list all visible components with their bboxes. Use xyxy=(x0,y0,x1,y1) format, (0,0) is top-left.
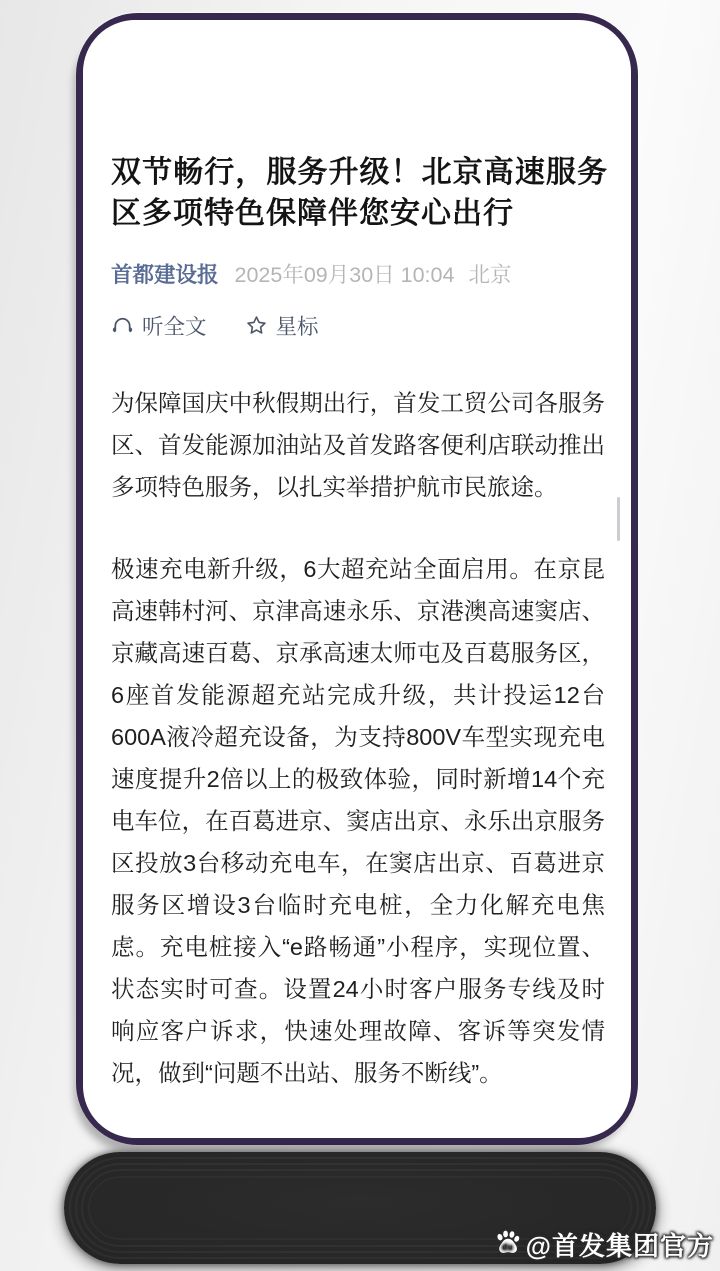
baidu-paw-icon xyxy=(494,1228,521,1262)
star-button-label: 星标 xyxy=(275,315,319,339)
article-paragraph: 为保障国庆中秋假期出行，首发工贸公司各服务区、首发能源加油站及首发路客便利店联动推出多项特色服务，以扎实举措护航市民旅途。 xyxy=(111,390,605,500)
article-meta xyxy=(111,258,608,289)
publish-datetime: 2025年09月30日 10:04 xyxy=(234,263,455,287)
article-paragraph: 极速充电新升级，6大超充站全面启用。在京昆高速韩村河、京津高速永乐、京港澳高速窦店、京藏高速百葛、京承高速太师屯及百葛服务区，6座首发能源超充站完成升级，共计投运12台600A液冷超充设备，为支持800V车型实现充电速度提升2倍以上的极致体验，同时新增14个充电车位，在百葛进京、窦店出京、永乐出京服务区投放3台移动充电车，在窦店出京、百葛进京服务区增设3台临时充电桩，全力化解充电焦虑。充电桩接入“e路畅通”小程序，实现位置、状态实时可查。设置24小时客户服务专线及时响应客户诉求，快速处理故障、客诉等突发情况，做到“问题不出站、服务不断线”。 xyxy=(111,556,605,1086)
listen-button[interactable] xyxy=(111,310,207,341)
headphones-icon xyxy=(111,314,134,337)
star-button[interactable] xyxy=(245,310,319,341)
watermark-handle: @首发集团官方 xyxy=(525,1231,714,1261)
article-actions xyxy=(111,310,608,341)
svg-text:du: du xyxy=(502,1242,513,1252)
publish-location: 北京 xyxy=(468,263,512,287)
listen-button-label: 听全文 xyxy=(142,315,207,339)
article-title: 双节畅行，服务升级！北京高速服务区多项特色保障伴您安心出行 xyxy=(111,156,608,230)
scrollbar-thumb[interactable] xyxy=(617,497,620,541)
star-icon xyxy=(245,314,268,337)
article-screen xyxy=(83,20,631,1138)
watermark xyxy=(494,1226,714,1263)
source-name[interactable]: 首都建设报 xyxy=(111,263,219,287)
phone-frame xyxy=(76,13,638,1145)
